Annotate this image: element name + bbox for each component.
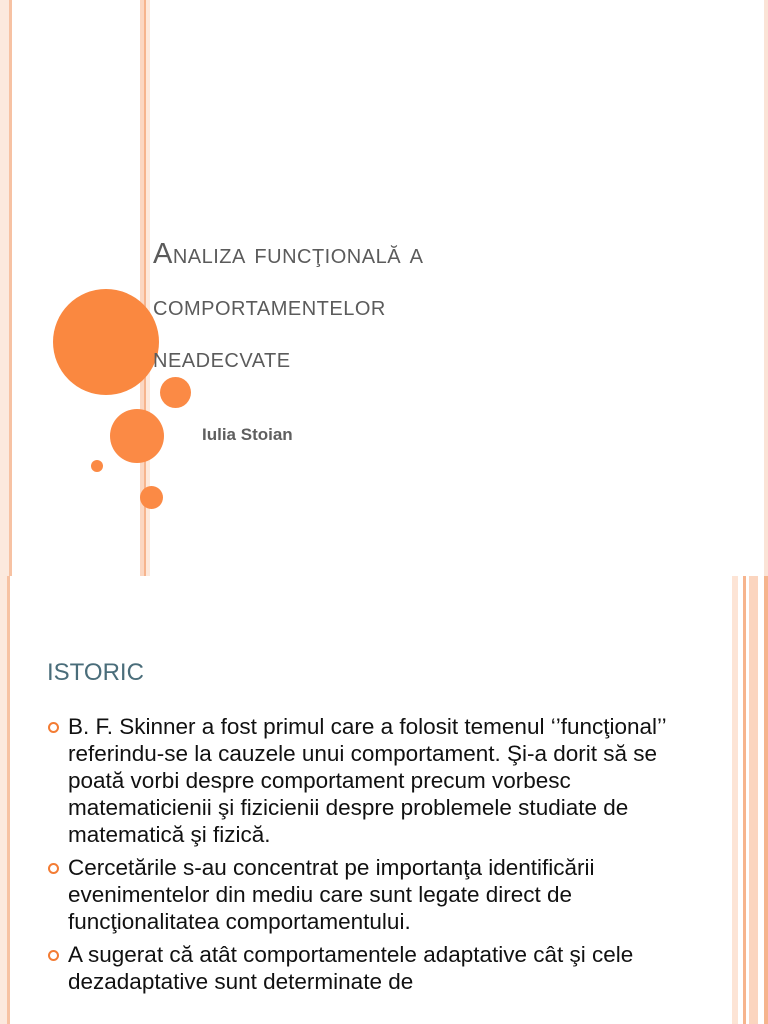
ring-bullet-icon [48,950,59,961]
decorative-stripe [764,576,768,1024]
decorative-circle [140,486,163,509]
decorative-stripe [9,0,12,576]
bullet-item [47,854,687,935]
slide-title-line: Analiza funcţională a [153,238,424,270]
slide-title [153,228,733,384]
decorative-stripe [764,0,768,576]
bullet-list [47,713,687,1001]
slide-heading: ISTORIC [47,659,144,686]
decorative-circle [53,289,159,395]
ring-bullet-icon [48,863,59,874]
decorative-stripe [743,576,746,1024]
ring-bullet-icon [48,722,59,733]
bullet-item [47,713,687,848]
decorative-stripe [0,0,9,576]
slide-title-line: neadecvate [153,342,291,374]
slide-title-line: comportamentelor [153,290,386,322]
decorative-stripe [0,576,7,1024]
bullet-text: Cercetările s-au concentrat pe importanţa identificării evenimentelor din mediu care sunt legate direct de funcţionalitatea comportamentului. [68,855,595,934]
decorative-circle [91,460,103,472]
decorative-stripe [732,576,738,1024]
bullet-text: A sugerat că atât comportamentele adaptative cât şi cele dezadaptative sunt determinate de [68,942,634,994]
slide-subtitle-author: Iulia Stoian [202,425,293,444]
decorative-stripe [749,576,758,1024]
bullet-item [47,941,687,995]
slide-2-content [0,576,768,1024]
decorative-circle [110,409,164,463]
bullet-text: B. F. Skinner a fost primul care a folosit temenul ‘’funcţional’’ referindu-se la cauzele unui comportament. Şi-a dorit să se poată vorbi despre comportament precum vorbesc matematicienii şi fizicienii despre problemele studiate de matematică şi fizică. [68,714,666,847]
decorative-stripe [7,576,10,1024]
